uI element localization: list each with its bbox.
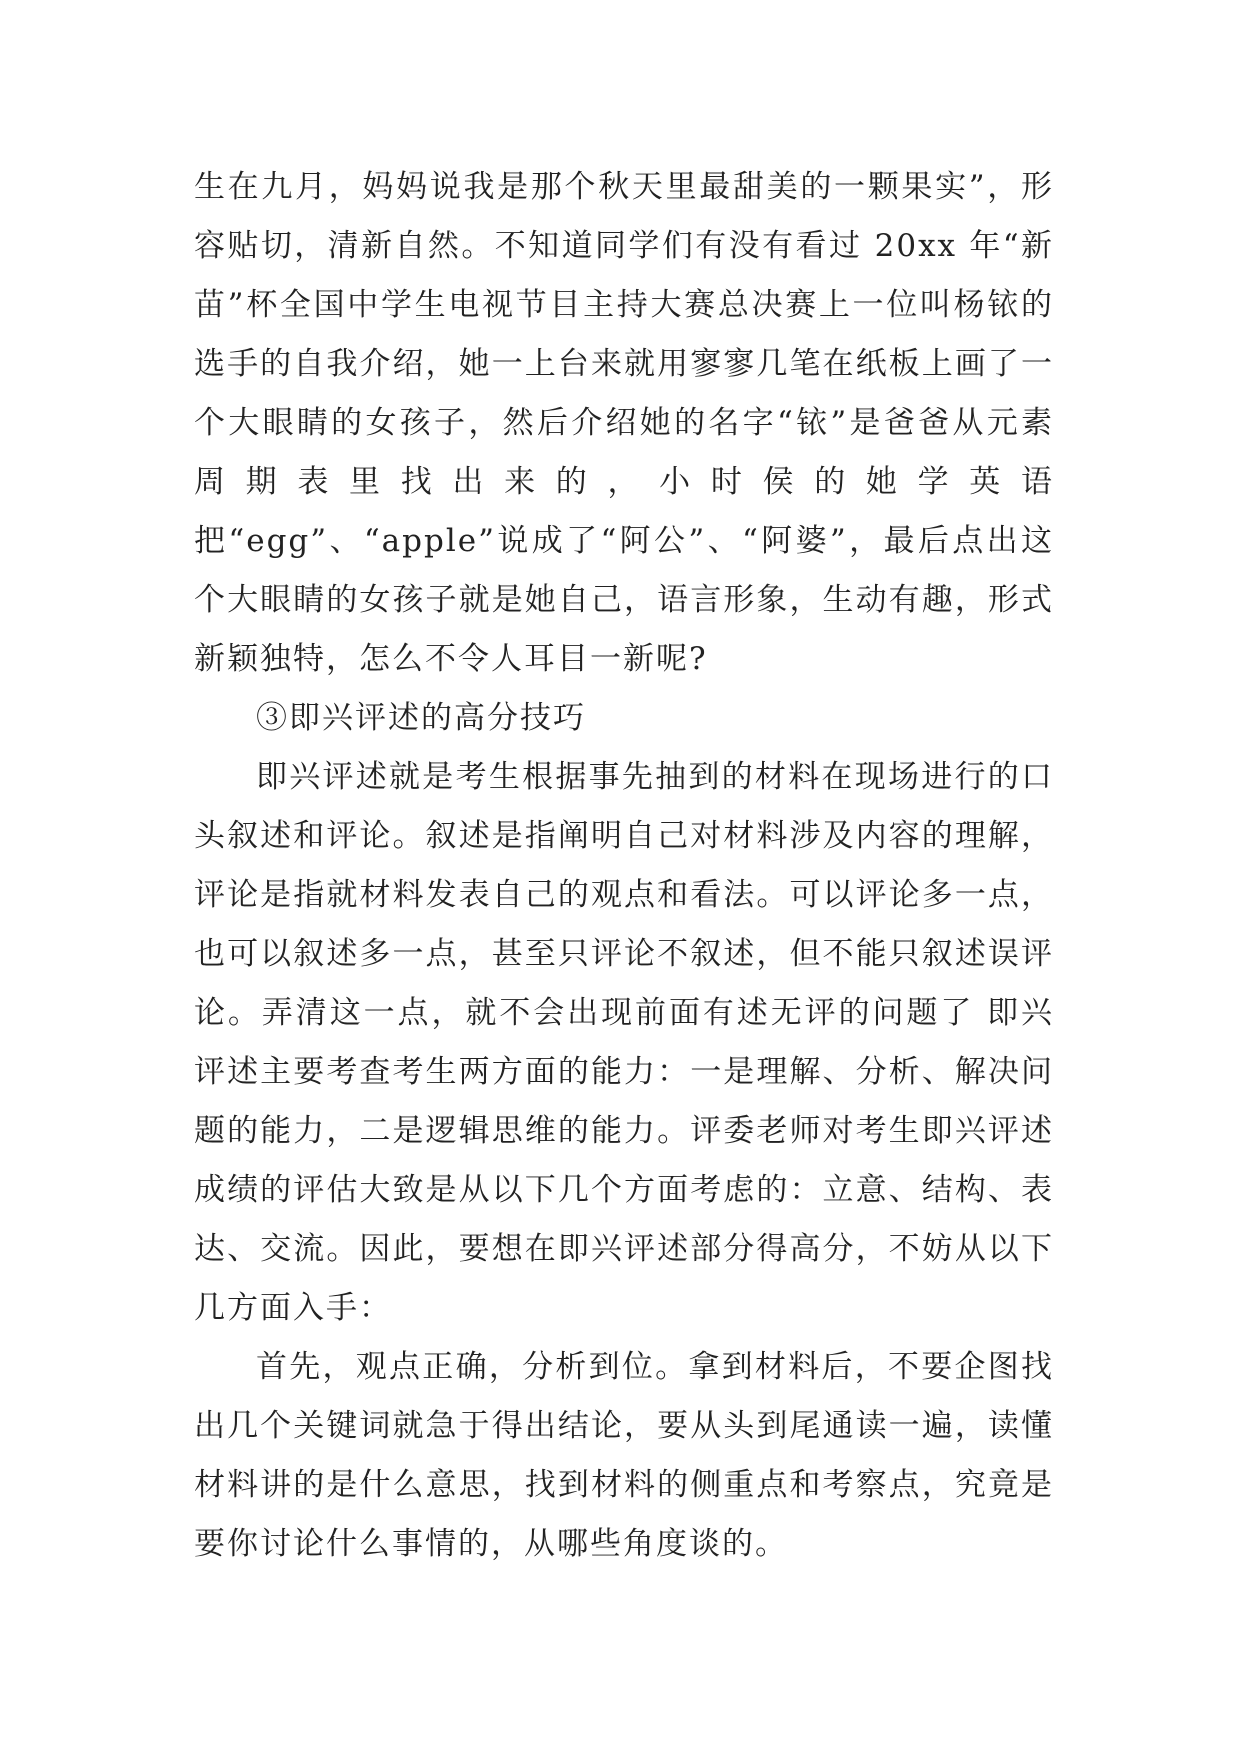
document-body — [194, 158, 1054, 1574]
section-heading: ③即兴评述的高分技巧 — [256, 700, 586, 736]
paragraph-continued: 生在九月，妈妈说我是那个秋天里最甜美的一颗果实”，形容贴切，清新自然。不知道同学们有没有看过 20xx 年“新苗”杯全国中学生电视节目主持大赛总决赛上一位叫杨铱的选手的自我介绍，她一上台来就用寥寥几笔在纸板上画了一个大眼睛的女孩子，然后介绍她的名字“铱”是爸爸从元素周期表里找出来的，小时侯的她学英语把“egg”、“apple”说成了“阿公”、“阿婆”，最后点出这个大眼睛的女孩子就是她自己，语言形象，生动有趣，形式新颖独特，怎么不令人耳目一新呢? — [194, 169, 1054, 677]
paragraph: 即兴评述就是考生根据事先抽到的材料在现场进行的口头叙述和评论。叙述是指阐明自己对材料涉及内容的理解，评论是指就材料发表自己的观点和看法。可以评论多一点，也可以叙述多一点，甚至只评论不叙述，但不能只叙述误评论。弄清这一点，就不会出现前面有述无评的问题了 即兴评述主要考查考生两方面的能力：一是理解、分析、解决问题的能力，二是逻辑思维的能力。评委老师对考生即兴评述成绩的评估大致是从以下几个方面考虑的：立意、结构、表达、交流。因此，要想在即兴评述部分得高分，不妨从以下几方面入手： — [194, 759, 1054, 1326]
paragraph: 首先，观点正确，分析到位。拿到材料后，不要企图找出几个关键词就急于得出结论，要从头到尾通读一遍，读懂材料讲的是什么意思，找到材料的侧重点和考察点，究竟是要你讨论什么事情的，从哪些角度谈的。 — [194, 1349, 1054, 1562]
